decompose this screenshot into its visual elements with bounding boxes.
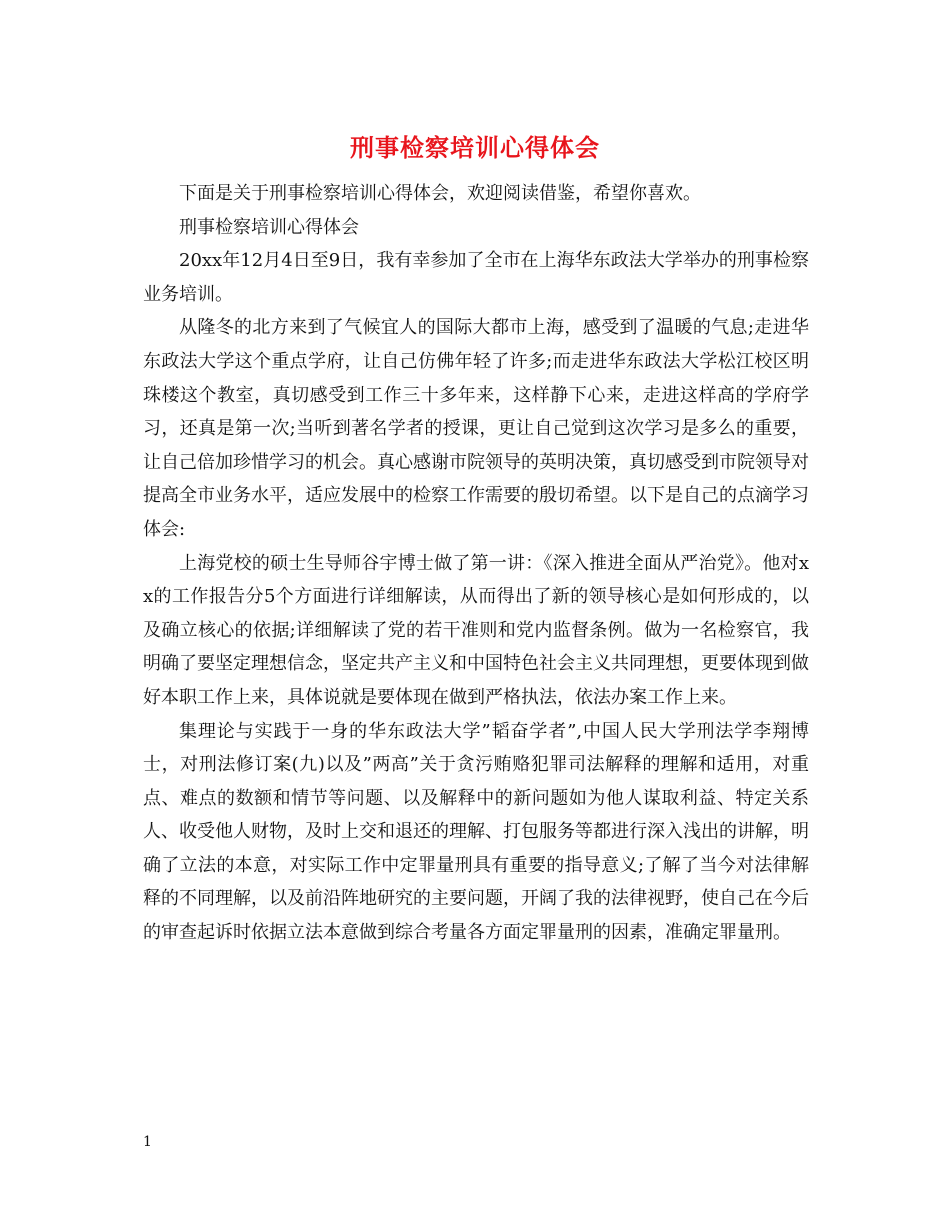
body-paragraph: 集理论与实践于一身的华东政法大学”韬奋学者”,中国人民大学刑法学李翔博士，对刑法修订案(九)以及”两高”关于贪污贿赂犯罪司法解释的理解和适用，对重点、难点的数额和情节等问题、以及解释中的新问题如为他人谋取利益、特定关系人、收受他人财物，及时上交和退还的理解、打包服务等都进行深入浅出的讲解，明确了立法的本意，对实际工作中定罪量刑具有重要的指导意义;了解了当今对法律解释的不同理解，以及前沿阵地研究的主要问题，开阔了我的法律视野，使自己在今后的审查起诉时依据立法本意做到综合考量各方面定罪量刑的因素，准确定罪量刑。 [143,720,809,944]
body-paragraph: 从隆冬的北方来到了气候宜人的国际大都市上海，感受到了温暖的气息;走进华东政法大学这个重点学府，让自己仿佛年轻了许多;而走进华东政法大学松江校区明珠楼这个教室，真切感受到工作三十多年来，这样静下心来，走进这样高的学府学习，还真是第一次;当听到著名学者的授课，更让自己觉到这次学习是多么的重要，让自己倍加珍惜学习的机会。真心感谢市院领导的英明决策，真切感受到市院领导对提高全市业务水平，适应发展中的检察工作需要的殷切希望。以下是自己的点滴学习体会: [143,317,809,540]
page-number: 1 [143,1134,152,1150]
document-body [143,177,809,950]
intro-paragraph: 下面是关于刑事检察培训心得体会，欢迎阅读借鉴，希望你喜欢。 [179,183,701,204]
body-paragraph: 20xx年12月4日至9日，我有幸参加了全市在上海华东政法大学举办的刑事检察业务培训。 [143,250,809,305]
body-paragraph: 上海党校的硕士生导师谷宇博士做了第一讲：《深入推进全面从严治党》。他对xx的工作报告分5个方面进行详细解读，从而得出了新的领导核心是如何形成的，以及确立核心的依据;详细解读了党的若干准则和党内监督条例。做为一名检察官，我明确了要坚定理想信念，坚定共产主义和中国特色社会主义共同理想，更要体现到做好本职工作上来，具体说就是要体现在做到严格执法，依法办案工作上来。 [143,552,809,708]
document-title: 刑事检察培训心得体会 [350,133,600,162]
subtitle-paragraph: 刑事检察培训心得体会 [179,216,359,238]
